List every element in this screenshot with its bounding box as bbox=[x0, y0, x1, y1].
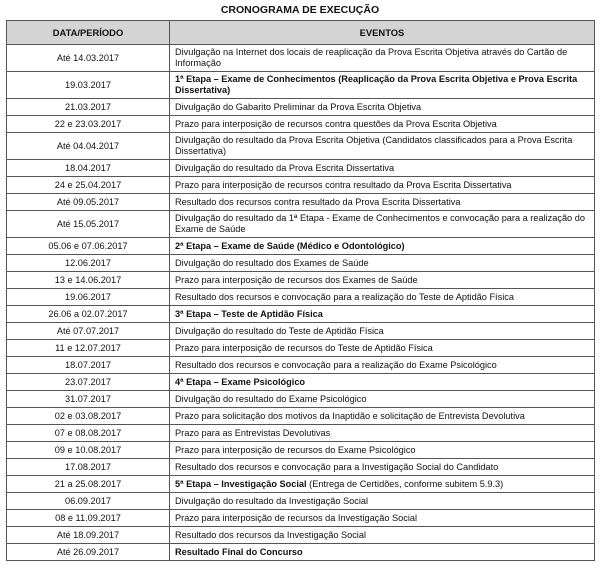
row-event-note: (Entrega de Certidões, conforme subitem 5.9.3) bbox=[306, 478, 504, 489]
row-date: 17.08.2017 bbox=[7, 459, 170, 476]
document-title: CRONOGRAMA DE EXECUÇÃO bbox=[220, 4, 380, 16]
row-date: 06.09.2017 bbox=[7, 493, 170, 510]
column-header-date: DATA/PERÍODO bbox=[7, 21, 170, 45]
table-row bbox=[7, 289, 595, 306]
row-event: Prazo para interposição de recursos contra resultado da Prova Escrita Dissertativa bbox=[170, 177, 595, 194]
row-date: 19.03.2017 bbox=[7, 72, 170, 99]
row-date: 22 e 23.03.2017 bbox=[7, 116, 170, 133]
row-event: Divulgação do resultado da 1ª Etapa - Exame de Conhecimentos e convocação para a realização do Exame de Saúde bbox=[170, 211, 595, 238]
table-row bbox=[7, 357, 595, 374]
row-date: Até 15.05.2017 bbox=[7, 211, 170, 238]
row-event: Resultado dos recursos da Investigação Social bbox=[170, 527, 595, 544]
table-row bbox=[7, 374, 595, 391]
row-date: 02 e 03.08.2017 bbox=[7, 408, 170, 425]
table-row bbox=[7, 510, 595, 527]
row-event: Divulgação do resultado do Exame Psicológico bbox=[170, 391, 595, 408]
table-row bbox=[7, 72, 595, 99]
row-date: 24 e 25.04.2017 bbox=[7, 177, 170, 194]
row-event: 4ª Etapa – Exame Psicológico bbox=[170, 374, 595, 391]
row-date: 23.07.2017 bbox=[7, 374, 170, 391]
table-row bbox=[7, 255, 595, 272]
table-row bbox=[7, 340, 595, 357]
row-date: 11 e 12.07.2017 bbox=[7, 340, 170, 357]
table-row bbox=[7, 476, 595, 493]
row-date: 13 e 14.06.2017 bbox=[7, 272, 170, 289]
row-event: Prazo para solicitação dos motivos da Inaptidão e solicitação de Entrevista Devolutiva bbox=[170, 408, 595, 425]
table-row bbox=[7, 442, 595, 459]
row-date: 18.07.2017 bbox=[7, 357, 170, 374]
row-date: 09 e 10.08.2017 bbox=[7, 442, 170, 459]
table-row bbox=[7, 133, 595, 160]
row-event: Divulgação do resultado da Prova Escrita Dissertativa bbox=[170, 160, 595, 177]
table-header-row bbox=[7, 21, 595, 45]
row-date: 07 e 08.08.2017 bbox=[7, 425, 170, 442]
table-row bbox=[7, 45, 595, 72]
table-row bbox=[7, 323, 595, 340]
table-row bbox=[7, 238, 595, 255]
row-date: Até 18.09.2017 bbox=[7, 527, 170, 544]
row-date: 18.04.2017 bbox=[7, 160, 170, 177]
table-row bbox=[7, 116, 595, 133]
table-row bbox=[7, 459, 595, 476]
table-row bbox=[7, 211, 595, 238]
row-event: Prazo para interposição de recursos da Investigação Social bbox=[170, 510, 595, 527]
row-event: Divulgação do resultado da Prova Escrita Objetiva (Candidatos classificados para a Prova Escrita Dissertativa) bbox=[170, 133, 595, 160]
table-row bbox=[7, 177, 595, 194]
row-event: Divulgação do resultado dos Exames de Saúde bbox=[170, 255, 595, 272]
table-row bbox=[7, 544, 595, 561]
table-row bbox=[7, 408, 595, 425]
row-event: Resultado dos recursos e convocação para a realização do Teste de Aptidão Física bbox=[170, 289, 595, 306]
row-date: 21.03.2017 bbox=[7, 99, 170, 116]
row-event: Divulgação do resultado do Teste de Aptidão Física bbox=[170, 323, 595, 340]
table-row bbox=[7, 527, 595, 544]
row-event: Prazo para interposição de recursos do Teste de Aptidão Física bbox=[170, 340, 595, 357]
row-event: Prazo para interposição de recursos contra questões da Prova Escrita Objetiva bbox=[170, 116, 595, 133]
row-event: Prazo para as Entrevistas Devolutivas bbox=[170, 425, 595, 442]
row-event: Divulgação do resultado da Investigação Social bbox=[170, 493, 595, 510]
row-date: 08 e 11.09.2017 bbox=[7, 510, 170, 527]
row-event-title: 5ª Etapa – Investigação Social bbox=[175, 478, 307, 489]
table-row bbox=[7, 425, 595, 442]
row-event: Resultado dos recursos e convocação para a Investigação Social do Candidato bbox=[170, 459, 595, 476]
row-date: 12.06.2017 bbox=[7, 255, 170, 272]
row-date: Até 09.05.2017 bbox=[7, 194, 170, 211]
row-date: Até 04.04.2017 bbox=[7, 133, 170, 160]
row-event: 3ª Etapa – Teste de Aptidão Física bbox=[170, 306, 595, 323]
column-header-events: EVENTOS bbox=[170, 21, 595, 45]
row-event: 2ª Etapa – Exame de Saúde (Médico e Odontológico) bbox=[170, 238, 595, 255]
table-row bbox=[7, 306, 595, 323]
row-event bbox=[170, 476, 595, 493]
table-row bbox=[7, 194, 595, 211]
row-event: Divulgação do Gabarito Preliminar da Prova Escrita Objetiva bbox=[170, 99, 595, 116]
table-row bbox=[7, 99, 595, 116]
table-row bbox=[7, 160, 595, 177]
row-event: Divulgação na Internet dos locais de reaplicação da Prova Escrita Objetiva através do Cartão de Informação bbox=[170, 45, 595, 72]
row-date: 31.07.2017 bbox=[7, 391, 170, 408]
row-event: Resultado dos recursos e convocação para a realização do Exame Psicológico bbox=[170, 357, 595, 374]
table-row bbox=[7, 272, 595, 289]
schedule-table bbox=[6, 20, 595, 561]
row-event: Prazo para interposição de recursos dos Exames de Saúde bbox=[170, 272, 595, 289]
row-date: Até 26.09.2017 bbox=[7, 544, 170, 561]
row-date: 19.06.2017 bbox=[7, 289, 170, 306]
row-date: 21 a 25.08.2017 bbox=[7, 476, 170, 493]
row-event: Prazo para interposição de recursos do Exame Psicológico bbox=[170, 442, 595, 459]
row-event: 1ª Etapa – Exame de Conhecimentos (Reaplicação da Prova Escrita Objetiva e Prova Escrita Dissertativa) bbox=[170, 72, 595, 99]
row-event: Resultado dos recursos contra resultado da Prova Escrita Dissertativa bbox=[170, 194, 595, 211]
row-event: Resultado Final do Concurso bbox=[170, 544, 595, 561]
table-row bbox=[7, 391, 595, 408]
row-date: Até 14.03.2017 bbox=[7, 45, 170, 72]
table-row bbox=[7, 493, 595, 510]
row-date: 26.06 a 02.07.2017 bbox=[7, 306, 170, 323]
row-date: 05.06 e 07.06.2017 bbox=[7, 238, 170, 255]
row-date: Até 07.07.2017 bbox=[7, 323, 170, 340]
